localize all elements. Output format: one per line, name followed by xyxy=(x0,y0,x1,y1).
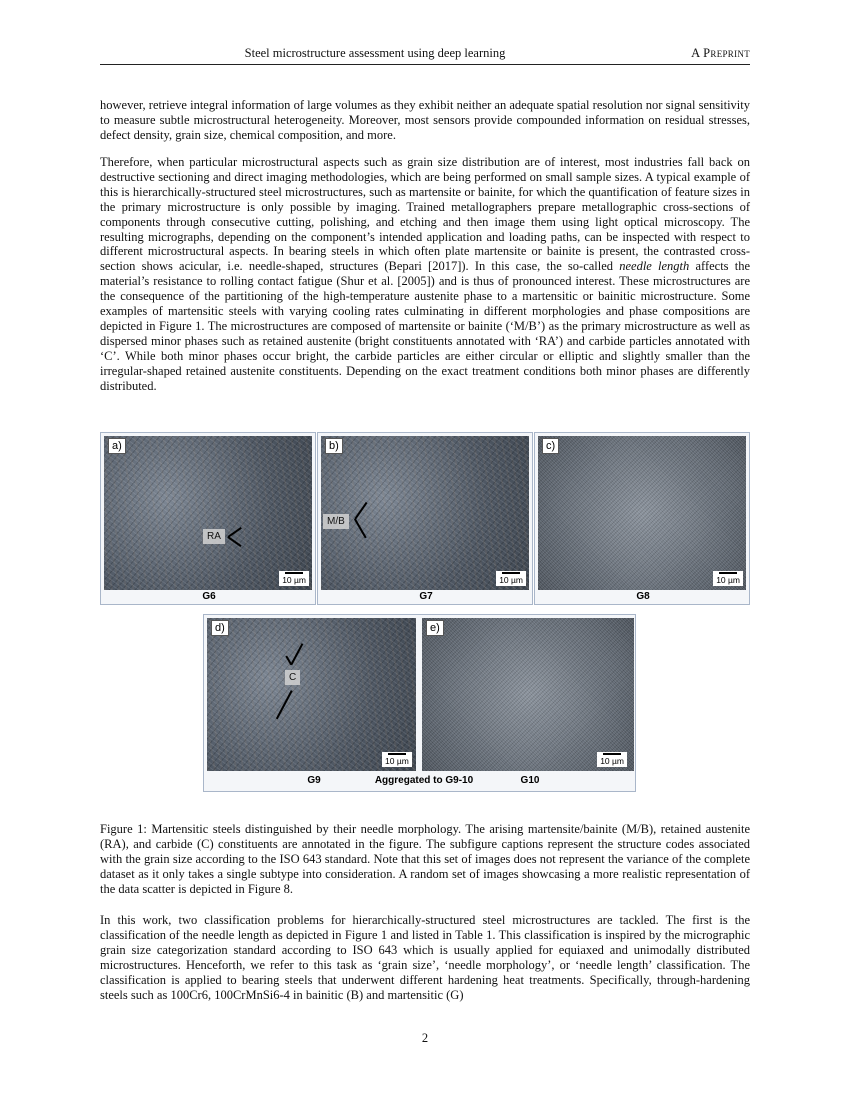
annotation-c: C xyxy=(285,670,300,685)
paragraph-1: however, retrieve integral information of large volumes as they exhibit neither an adequate spatial resolution nor signal sensitivity to measure subtle microstructural heterogeneity. Moreover, most sensors provide compounded information on residual stresses, defect density, grain size, chemical composition, and more. xyxy=(100,98,750,142)
scale-bar-label: 10 µm xyxy=(499,575,523,585)
paragraph-2 xyxy=(100,155,750,394)
header-rule xyxy=(100,64,750,65)
scale-bar-d xyxy=(382,752,412,767)
panel-letter-c: c) xyxy=(542,438,559,454)
micrograph-d xyxy=(207,618,416,771)
panel-letter-a: a) xyxy=(108,438,126,454)
arrow xyxy=(276,690,292,719)
running-header xyxy=(100,46,750,64)
paragraph-3: In this work, two classification problems for hierarchically-structured steel microstructures are tackled. The first is the classification of the needle length as depicted in Figure 1 and listed in Table 1. This classification is inspired by the micrographic grain size categorization standard according to ISO 643 which is usually applied for equiaxed and unimodally distributed microstructures. Henceforth, we refer to this task as ‘grain size’, ‘needle morphology’, or ‘needle length’ classification. The classification is applied to bearing steels that underwent different hardening heat treatments. Specifically, through-hardening steels such as 100Cr6, 100CrMnSi6-4 in bainitic (B) and martensitic (G) xyxy=(100,913,750,1002)
micrograph-a xyxy=(104,436,312,590)
arrow xyxy=(290,643,303,665)
page-number: 2 xyxy=(421,1031,429,1045)
scale-bar-line xyxy=(502,572,520,574)
grade-label-g7: G7 xyxy=(419,591,433,602)
arrow xyxy=(354,502,367,519)
scale-bar-e xyxy=(597,752,627,767)
scale-bar-a xyxy=(279,571,309,586)
scale-bar-line xyxy=(388,753,406,755)
figure-panel-a xyxy=(100,432,316,605)
panel-letter-b: b) xyxy=(325,438,343,454)
annotation-ra: RA xyxy=(203,529,225,544)
grade-label-g10: G10 xyxy=(520,775,540,786)
panel-letter-d: d) xyxy=(211,620,229,636)
scale-bar-line xyxy=(603,753,621,755)
paragraph-2-part-b: affects the material’s resistance to rolling contact fatigue (Shur et al. [2005]) and is thus of pronounced interest. These microstructures are the consequence of the partitioning of the high-temperature austenite phase to a martensitic or bainitic microstructure. Some examples of martensitic steels with varying cooling rates culminating in different morphologies and phase compositions are depicted in Figure 1. The microstructures are composed of martensite or bainite (‘M/B’) as the primary microstructure as well as dispersed minor phases such as retained austenite (bright constituents annotated with ‘RA’) and carbide particles annotated with ‘C’. While both minor phases occur bright, the carbide particles are either circular or elliptic and slightly smaller than the irregular-shaped retained austenite constituents. Depending on the exact treatment conditions both minor phases are differently distributed. xyxy=(100,259,750,393)
annotation-mb: M/B xyxy=(323,514,349,529)
needle-length-term: needle length xyxy=(619,259,690,274)
grade-label-g8: G8 xyxy=(636,591,650,602)
arrow xyxy=(354,518,366,538)
figure-panel-de xyxy=(203,614,636,792)
preprint-label: A Preprint xyxy=(691,46,750,60)
scale-bar-c xyxy=(713,571,743,586)
figure-caption: Figure 1: Martensitic steels distinguished by their needle morphology. The arising martensite/bainite (M/B), retained austenite (RA), and carbide (C) constituents are annotated in the figure. The subfigure captions represent the structure codes associated with the grain size according to the ISO 643 standard. Note that this set of images does not represent the variance of the complete dataset as it only takes a single subtype into consideration. A random set of images showcasing a more realistic representation of the data scatter is depicted in Figure 8. xyxy=(100,822,750,896)
grade-label-g9: G9 xyxy=(307,775,321,786)
micrograph-c xyxy=(538,436,746,590)
scale-bar-label: 10 µm xyxy=(385,756,409,766)
figure-panel-b xyxy=(317,432,533,605)
scale-bar-b xyxy=(496,571,526,586)
running-title: Steel microstructure assessment using deep learning xyxy=(244,46,506,60)
arrow xyxy=(285,656,291,665)
panel-letter-e: e) xyxy=(426,620,444,636)
micrograph-b xyxy=(321,436,529,590)
scale-bar-line xyxy=(719,572,737,574)
arrow xyxy=(228,536,242,546)
scale-bar-line xyxy=(285,572,303,574)
arrow xyxy=(228,527,242,537)
aggregated-label: Aggregated to G9-10 xyxy=(374,775,474,786)
scale-bar-label: 10 µm xyxy=(600,756,624,766)
micrograph-e xyxy=(422,618,634,771)
figure-panel-c xyxy=(534,432,750,605)
paragraph-2-part-a: Therefore, when particular microstructural aspects such as grain size distribution are of interest, most industries fall back on destructive sectioning and direct imaging methodologies, which are being performed on small sample sizes. A typical example of this is hierarchically-structured steel microstructures, such as martensite or bainite, for which the quantification of feature sizes in the primary microstructure is only possible by imaging. Trained metallographers prepare metallographic cross-sections of components through consecutive cutting, polishing, and etching and then image them using light optical microscopy. The resulting micrographs, depending on the component’s intended application and loading paths, can be inspected with respect to different microstructural aspects. In bearing steels in which often plate martensite or bainite is present, the contrasted cross-section shows acicular, i.e. needle-shaped, structures (Bepari [2017]). In this case, the so-called xyxy=(100,155,750,274)
scale-bar-label: 10 µm xyxy=(282,575,306,585)
grade-label-g6: G6 xyxy=(202,591,216,602)
scale-bar-label: 10 µm xyxy=(716,575,740,585)
